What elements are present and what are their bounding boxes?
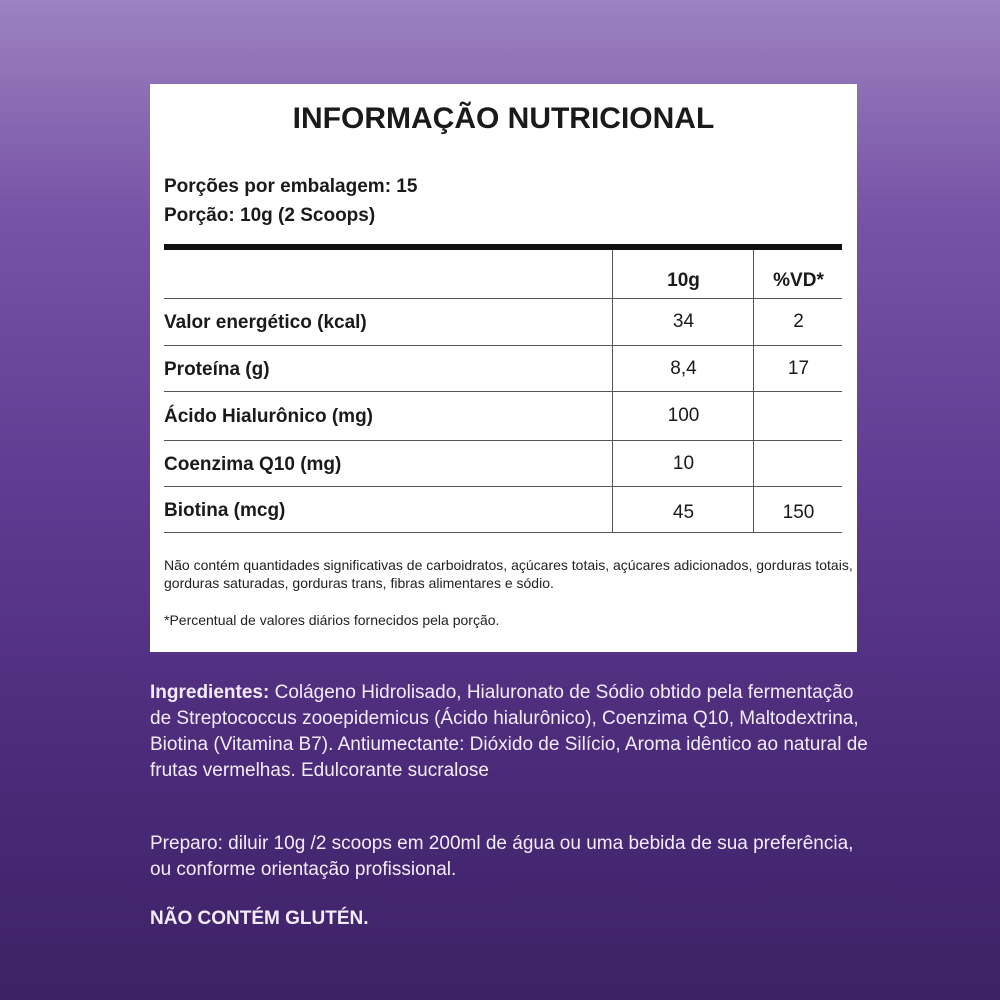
table-row <box>164 346 842 392</box>
daily-value-footnote: *Percentual de valores diários fornecidos pela porção. <box>164 612 500 628</box>
nutrient-name: Valor energético (kcal) <box>164 312 367 333</box>
nutrient-amount: 34 <box>612 299 754 345</box>
header-dv: %VD* <box>753 250 843 298</box>
nutrient-name: Ácido Hialurônico (mg) <box>164 406 373 427</box>
nutrient-amount: 100 <box>612 392 754 440</box>
nutrient-dv <box>753 441 843 486</box>
nutrient-amount: 45 <box>612 487 754 532</box>
table-header-row <box>164 250 842 299</box>
nutrient-amount: 10 <box>612 441 754 486</box>
servings-per-package: Porções por embalagem: 15 <box>164 176 418 197</box>
ingredients-paragraph <box>150 680 870 784</box>
table-row <box>164 441 842 487</box>
insignificant-amounts-note: Não contém quantidades significativas de carboidratos, açúcares totais, açúcares adicionados, gorduras totais, gorduras saturadas, gorduras trans, fibras alimentares e sódio. <box>164 557 853 591</box>
preparation-instructions: Preparo: diluir 10g /2 scoops em 200ml de água ou uma bebida de sua preferência, ou conforme orientação profissional. <box>150 833 854 880</box>
serving-size-prefix: Porção: <box>164 205 235 226</box>
nutrient-dv: 17 <box>753 346 843 391</box>
serving-size-value: 10g (2 Scoops) <box>234 205 376 226</box>
gluten-warning: NÃO CONTÉM GLUTÉN. <box>150 908 369 929</box>
nutrient-name: Coenzima Q10 (mg) <box>164 453 342 475</box>
ingredients-text: Colágeno Hidrolisado, Hialuronato de Sódio obtido pela fermentação de Streptococcus zooepidemicus (Ácido hialurônico), Coenzima Q10, Maltodextrina, Biotina (Vitamina B7). Antiumectante: Dióxido de Silício, Aroma idêntico ao natural de frutas vermelhas. Edulcorante sucralose <box>150 682 868 781</box>
ingredients-heading: Ingredientes: <box>150 682 270 703</box>
nutrient-dv <box>753 392 843 440</box>
nutrition-title: INFORMAÇÃO NUTRICIONAL <box>292 102 715 135</box>
nutrient-name: Proteína (g) <box>164 358 270 380</box>
nutrient-amount: 8,4 <box>612 346 754 391</box>
nutrient-dv: 2 <box>753 299 843 345</box>
nutrient-name: Biotina (mcg) <box>164 499 286 521</box>
nutrition-facts-card <box>150 84 857 652</box>
nutrition-table <box>164 250 842 533</box>
table-row <box>164 299 842 346</box>
table-row <box>164 392 842 441</box>
serving-size <box>164 205 375 227</box>
table-row <box>164 487 842 533</box>
header-amount: 10g <box>612 250 754 298</box>
nutrient-dv: 150 <box>753 487 843 532</box>
